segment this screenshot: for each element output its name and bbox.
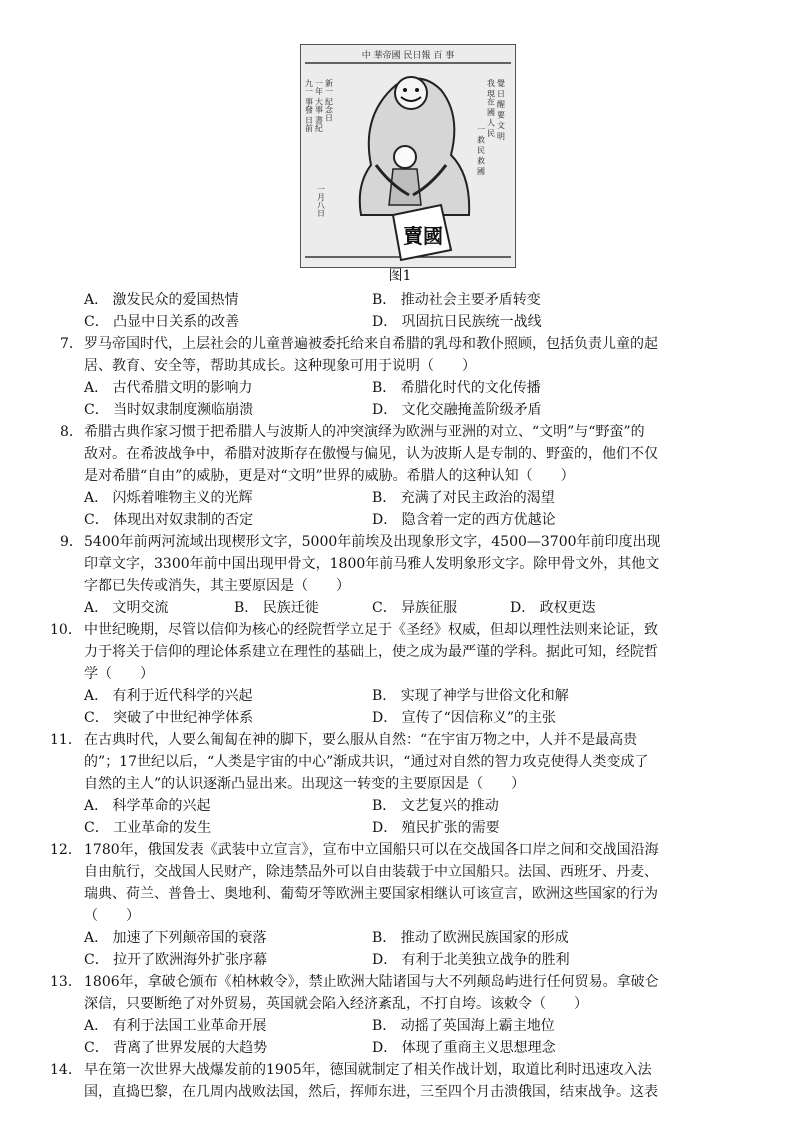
stem-line: 力于将关于信仰的理论体系建立在理性的基础上，使之成为最严谨的学科。据此可知，经院哲 (84, 644, 658, 660)
stem-line: 学（ ） (84, 666, 154, 682)
stem-line: 1806年，拿破仑颁布《柏林敕令》，禁止欧洲大陆诸国与大不列颠岛屿进行任何贸易。拿破仑 (84, 974, 659, 990)
stem-line: 深信，只要断绝了对外贸易，英国就会陷入经济紊乱，不打自垮。该敕令（ ） (84, 996, 588, 1012)
question-number: 12． (50, 842, 82, 858)
stem-line: 希腊古典作家习惯于把希腊人与波斯人的冲突演绎为欧洲与亚洲的对立、“文明”与“野蛮”的 (84, 424, 645, 440)
stem-line: 在古典时代，人要么匍匐在神的脚下，要么服从自然：“在宇宙万物之中，人并不是最高贵 (84, 732, 638, 748)
question-stem (84, 421, 740, 487)
q13-option-b[interactable]: B． 动摇了英国海上霸主地位 (372, 1018, 555, 1034)
q9-option-a[interactable]: A． 文明交流 (84, 600, 169, 616)
stem-line: 1780年，俄国发表《武装中立宣言》，宣布中立国船只可以在交战国各口岸之间和交战国沿海 (84, 842, 659, 858)
question-stem (84, 971, 740, 1015)
stem-line: 中世纪晚期，尽管以信仰为核心的经院哲学立足于《圣经》权威，但却以理性法则来论证，致 (84, 622, 658, 638)
cartoon-illustration (301, 45, 515, 267)
q7-option-a[interactable]: A． 古代希腊文明的影响力 (84, 380, 253, 396)
right-column-text-2: 覺 日 醒 要 文 明 (496, 79, 506, 140)
question-number: 8． (60, 424, 83, 440)
stem-line: 早在第一次世界大战爆发前的1905年，德国就制定了相关作战计划，取道比利时迅速攻入法 (84, 1062, 652, 1078)
q11-option-b[interactable]: B． 文艺复兴的推动 (372, 798, 499, 814)
stem-line: 字都已失传或消失，其主要原因是（ ） (84, 578, 350, 594)
q6-option-b[interactable]: B． 推动社会主要矛盾转变 (372, 292, 541, 308)
q6-option-d[interactable]: D． 巩固抗日民族统一战线 (372, 314, 542, 330)
question-number: 10． (50, 622, 82, 638)
q7-option-b[interactable]: B． 希腊化时代的文化传播 (372, 380, 541, 396)
stem-line: 居、教育、安全等，帮助其成长。这种现象可用于说明（ ） (84, 358, 476, 374)
q9-option-d[interactable]: D． 政权更迭 (510, 600, 596, 616)
q12-option-c[interactable]: C． 拉开了欧洲海外扩张序幕 (84, 952, 268, 968)
cartoon-figure (300, 44, 516, 268)
q8-option-b[interactable]: B． 充满了对民主政治的渴望 (372, 490, 555, 506)
q10-option-b[interactable]: B． 实现了神学与世俗文化和解 (372, 688, 569, 704)
right-column-text-3: 一 救 民 救 國 (476, 125, 486, 176)
q7-option-d[interactable]: D． 文化交融掩盖阶级矛盾 (372, 402, 542, 418)
stem-line: 瑞典、荷兰、普鲁士、奥地利、葡萄牙等欧洲主要国家相继认可该宣言，欧洲这些国家的行为 (84, 886, 658, 902)
q11-option-a[interactable]: A． 科学革命的兴起 (84, 798, 211, 814)
stem-line: （ ） (84, 908, 140, 924)
question-number: 7． (60, 336, 83, 352)
left-column-text-3: 新一 紀念日 (324, 79, 334, 122)
question-stem (84, 619, 740, 685)
q12-option-d[interactable]: D． 有利于北美独立战争的胜利 (372, 952, 570, 968)
q9-option-b[interactable]: B． 民族迁徙 (234, 600, 319, 616)
q13-option-d[interactable]: D． 体现了重商主义思想理念 (372, 1040, 556, 1056)
q8-option-d[interactable]: D． 隐含着一定的西方优越论 (372, 512, 556, 528)
q11-option-c[interactable]: C． 工业革命的发生 (84, 820, 212, 836)
q12-option-a[interactable]: A． 加速了下列颠帝国的衰落 (84, 930, 267, 946)
question-stem (84, 1059, 740, 1103)
stem-line: 印章文字，3300年前中国出现甲骨文，1800年前马雅人发明象形文字。除甲骨文外，其他文 (84, 556, 660, 572)
q13-option-a[interactable]: A． 有利于法国工业革命开展 (84, 1018, 267, 1034)
q13-option-c[interactable]: C． 背离了世界发展的大趋势 (84, 1040, 268, 1056)
newspaper-header: 中 華帝國 民日報 百 事 (361, 51, 455, 61)
paper-sign-text: 賣國 (403, 224, 443, 248)
q11-option-d[interactable]: D． 殖民扩张的需要 (372, 820, 500, 836)
stem-line: 国，直捣巴黎，在几周内战败法国，然后，挥师东进，三至四个月击溃俄国，结束战争。这表 (84, 1084, 658, 1100)
q6-option-a[interactable]: A． 激发民众的爱国热情 (84, 292, 239, 308)
question-number: 11． (50, 732, 82, 748)
q6-option-c[interactable]: C． 凸显中日关系的改善 (84, 314, 240, 330)
stem-line: 敌对。在希波战争中，希腊对波斯存在傲慢与偏见，认为波斯人是专制的、野蛮的，他们不仅 (84, 446, 658, 462)
stem-line: 5400年前两河流域出现楔形文字，5000年前埃及出现象形文字，4500—3700年前印度出现 (84, 534, 661, 550)
q10-option-d[interactable]: D． 宣传了“因信称义”的主张 (372, 710, 556, 726)
question-number: 14． (50, 1062, 82, 1078)
question-number: 13． (50, 974, 82, 990)
left-column-text-2: 一年 大事 書紀 (314, 79, 324, 133)
q7-option-c[interactable]: C． 当时奴隶制度濒临崩溃 (84, 402, 254, 418)
q10-option-c[interactable]: C． 突破了中世纪神学体系 (84, 710, 254, 726)
question-stem (84, 531, 740, 597)
q12-option-b[interactable]: B． 推动了欧洲民族国家的形成 (372, 930, 569, 946)
question-stem (84, 333, 740, 377)
question-stem (84, 839, 740, 927)
q9-option-c[interactable]: C． 异族征服 (372, 600, 458, 616)
q8-option-a[interactable]: A． 闪烁着唯物主义的光辉 (84, 490, 253, 506)
question-stem (84, 729, 740, 795)
q10-option-a[interactable]: A． 有利于近代科学的兴起 (84, 688, 253, 704)
stem-line: 罗马帝国时代，上层社会的儿童普遍被委托给来自希腊的乳母和教仆照顾，包括负责儿童的起 (84, 336, 658, 352)
q8-option-c[interactable]: C． 体现出对奴隶制的否定 (84, 512, 254, 528)
stem-line: 的”；17世纪以后，“人类是宇宙的中心”渐成共识，“通过对自然的智力攻克使得人类变成了 (84, 754, 649, 770)
stem-line: 自由航行，交战国人民财产，除违禁品外可以自由装载于中立国船只。法国、西班牙、丹麦、 (84, 864, 658, 880)
stem-line: 是对希腊“自由”的威胁，更是对“文明”世界的威胁。希腊人的这种认知（ ） (84, 468, 575, 484)
stem-line: 自然的主人”的认识逐渐凸显出来。出现这一转变的主要原因是（ ） (84, 776, 526, 792)
right-column-text-1: 我 現在 國 人 民 (486, 79, 496, 138)
figure-caption: 图1 (388, 268, 412, 284)
question-number: 9． (60, 534, 83, 550)
left-column-text-1: 九一 事發 日前 (304, 79, 314, 133)
left-column-text-4: 一月八日 (316, 185, 326, 217)
